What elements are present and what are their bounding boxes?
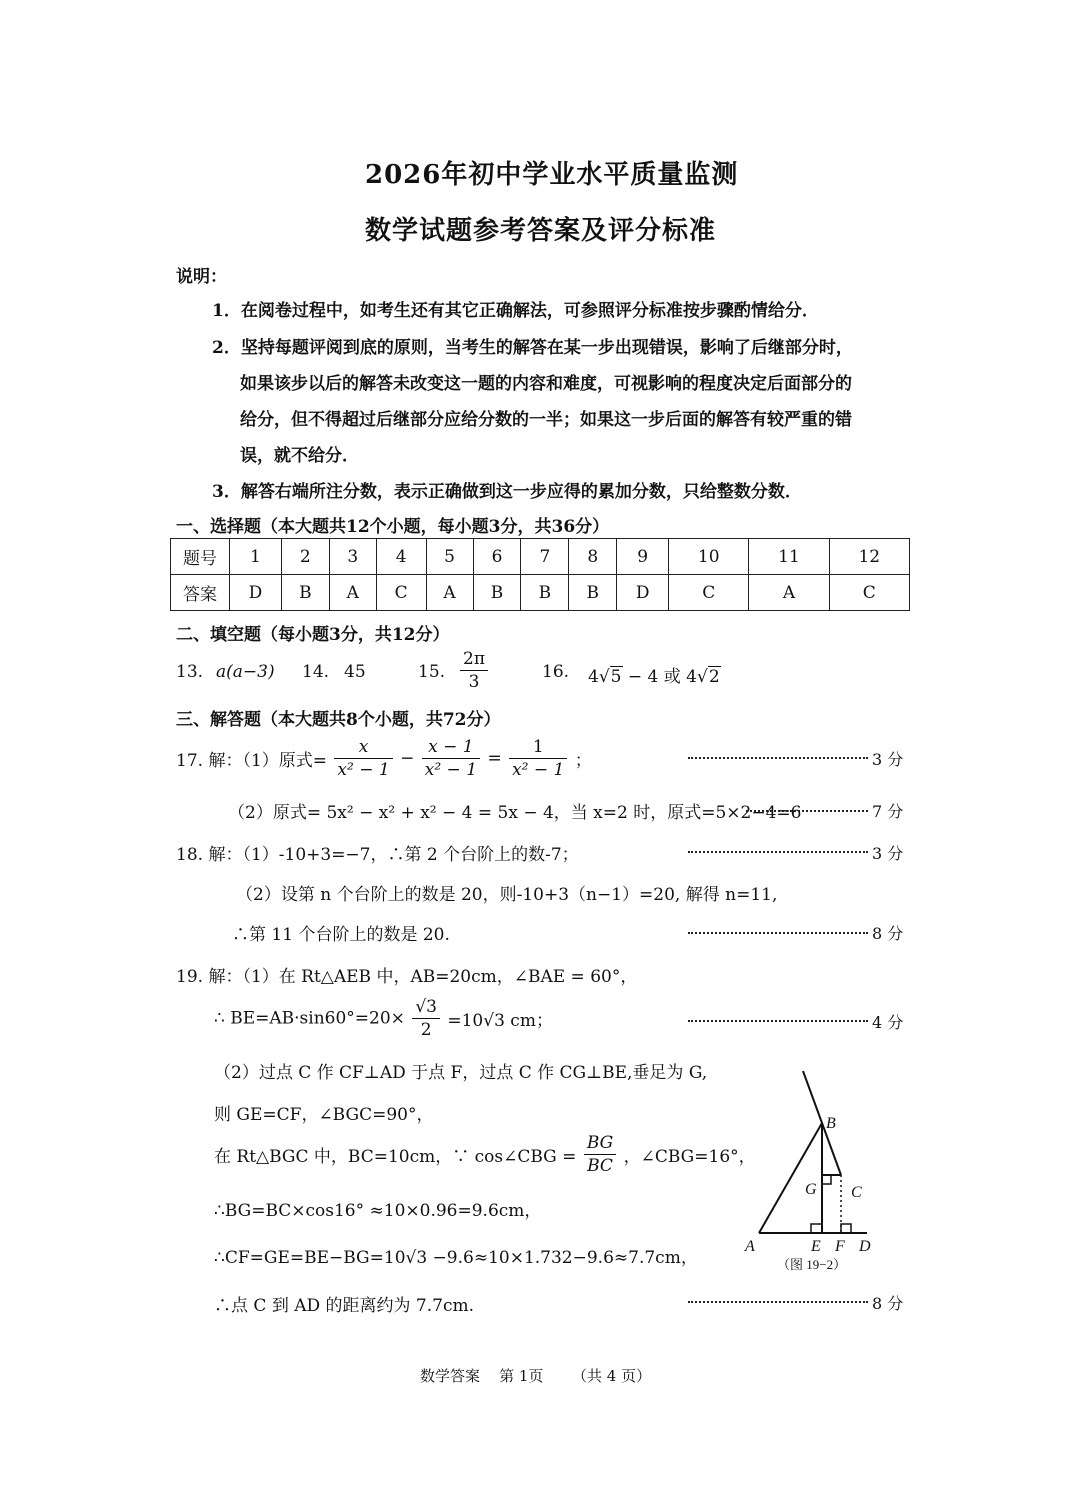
q17-part-2: （2）原式= 5x² − x² + x² − 4 = 5x − 4，当 x=2 时，原式=5×2−4=6 xyxy=(228,803,802,823)
table-row-label: 答案 xyxy=(171,575,230,611)
q19-numerator: √3 xyxy=(412,996,440,1019)
label-g: G xyxy=(805,1181,817,1198)
table-cell: 10 xyxy=(669,539,749,575)
score-leader xyxy=(746,810,868,812)
page-footer: 数学答案 第 1页 （共 4 页） xyxy=(420,1367,652,1385)
q19-cos-numerator: BG xyxy=(584,1132,616,1155)
q19-cos-angle: ，∠CBG=16°， xyxy=(623,1147,756,1167)
label-d: D xyxy=(859,1238,871,1255)
table-cell: A xyxy=(749,575,829,611)
table-cell: B xyxy=(281,575,329,611)
label-f: F xyxy=(835,1238,845,1255)
right-angle-g xyxy=(822,1175,831,1184)
q17-f1-denominator: x² − 1 xyxy=(337,760,390,780)
table-row-label: 题号 xyxy=(171,539,230,575)
q16-part-a: 4 xyxy=(588,667,599,687)
section-2-heading: 二、填空题（每小题3分，共12分） xyxy=(176,625,450,645)
q17-equals: = xyxy=(487,748,502,769)
q14-answer: 45 xyxy=(344,662,366,682)
line-ab xyxy=(759,1123,822,1233)
q17-score-1: 3 分 xyxy=(872,750,904,769)
note-1: 1．在阅卷过程中，如考生还有其它正确解法，可参照评分标准按步骤酌情给分． xyxy=(212,301,819,321)
section-3-heading: 三、解答题（本大题共8个小题，共72分） xyxy=(176,710,501,730)
q15-answer xyxy=(458,648,490,693)
q17-f1-numerator: x xyxy=(334,736,392,759)
table-cell: B xyxy=(473,575,521,611)
q19-line-5 xyxy=(214,1132,756,1177)
q17-f3-numerator: 1 xyxy=(509,736,567,759)
right-angle-f xyxy=(841,1224,851,1233)
q19-score-1: 4 分 xyxy=(872,1013,904,1032)
q15-number: 15. xyxy=(418,662,446,682)
figure-19-2 xyxy=(735,1065,885,1275)
table-cell: B xyxy=(569,575,617,611)
answer-table xyxy=(170,538,910,611)
q15-numerator: 2π xyxy=(460,648,488,671)
q18-part-2: （2）设第 n 个台阶上的数是 20，则-10+3（n−1）=20, 解得 n=11, xyxy=(236,885,778,905)
table-row-numbers xyxy=(171,539,910,575)
q19-line-3: （2）过点 C 作 CF⊥AD 于点 F，过点 C 作 CG⊥BE,垂足为 G, xyxy=(214,1063,708,1083)
q17-prefix: 17. 解：（1）原式= xyxy=(176,751,327,771)
label-b: B xyxy=(826,1115,836,1132)
q19-cos-expr: 在 Rt△BGC 中，BC=10cm，∵ cos∠CBG = xyxy=(214,1147,577,1167)
q13-answer: a(a−3) xyxy=(216,662,275,682)
score-leader xyxy=(688,1020,868,1022)
q19-line-2 xyxy=(214,996,553,1041)
table-cell: 7 xyxy=(521,539,569,575)
q19-line-1: 19. 解：（1）在 Rt△AEB 中，AB=20cm，∠BAE = 60°， xyxy=(176,967,638,987)
q19-be-result: =10√3 cm； xyxy=(447,1011,553,1031)
label-e: E xyxy=(811,1238,821,1255)
table-cell: 6 xyxy=(473,539,521,575)
q14-number: 14. xyxy=(302,662,330,682)
score-leader xyxy=(688,1301,868,1303)
page-title: 2026年初中学业水平质量监测 xyxy=(365,160,739,190)
q16-number: 16. xyxy=(542,662,570,682)
q17-f2-denominator: x² − 1 xyxy=(424,760,478,780)
table-cell: 4 xyxy=(376,539,426,575)
q17-f3-denominator: x² − 1 xyxy=(512,760,565,780)
score-leader xyxy=(688,932,868,934)
q19-fraction xyxy=(412,996,440,1041)
table-cell: A xyxy=(329,575,376,611)
table-cell: 12 xyxy=(829,539,909,575)
q17-score-2: 7 分 xyxy=(872,802,904,821)
table-cell: D xyxy=(230,575,282,611)
table-cell: 3 xyxy=(329,539,376,575)
table-cell: 8 xyxy=(569,539,617,575)
q19-line-7: ∴CF=GE=BE−BG=10√3 −9.6≈10×1.732−9.6≈7.7cm， xyxy=(214,1248,698,1268)
q17-f2-numerator: x − 1 xyxy=(422,736,480,759)
note-3: 3．解答右端所注分数，表示正确做到这一步应得的累加分数，只给整数分数． xyxy=(212,482,802,502)
q19-score-2: 8 分 xyxy=(872,1294,904,1313)
q19-line-6: ∴BG=BC×cos16° ≈10×0.96=9.6cm， xyxy=(214,1201,542,1221)
note-2-line-1: 2．坚持每题评阅到底的原则，当考生的解答在某一步出现错误，影响了后继部分时， xyxy=(212,338,853,358)
note-2-line-2: 如果该步以后的解答未改变这一题的内容和难度，可视影响的程度决定后面部分的 xyxy=(240,374,852,394)
table-cell: 2 xyxy=(281,539,329,575)
q18-part-1: 18. 解：（1）-10+3=−7，∴第 2 个台阶上的数-7； xyxy=(176,845,579,865)
q18-part-3: ∴第 11 个台阶上的数是 20. xyxy=(232,925,450,945)
q18-score-2: 8 分 xyxy=(872,924,904,943)
q16-part-c: − 4 或 4 xyxy=(622,667,697,687)
score-leader xyxy=(688,757,868,759)
q15-fraction xyxy=(460,648,488,693)
q17-fraction-1 xyxy=(334,736,392,781)
q19-line-8: ∴点 C 到 AD 的距离约为 7.7cm. xyxy=(214,1296,475,1316)
notes-heading: 说明： xyxy=(176,267,227,287)
table-cell: B xyxy=(521,575,569,611)
sqrt-icon: √ xyxy=(598,667,610,687)
table-cell: 1 xyxy=(230,539,282,575)
page-subtitle: 数学试题参考答案及评分标准 xyxy=(365,216,717,246)
q17-semicolon: ； xyxy=(574,751,592,771)
q19-denominator: 2 xyxy=(420,1020,432,1040)
q19-be-expr: ∴ BE=AB·sin60°=20× xyxy=(214,1008,405,1029)
q19-cos-denominator: BC xyxy=(587,1156,613,1176)
sqrt-icon: √ xyxy=(697,667,708,687)
q17-fraction-3 xyxy=(509,736,567,781)
table-cell: C xyxy=(376,575,426,611)
score-leader xyxy=(688,851,868,853)
right-angle-e xyxy=(811,1224,822,1233)
table-cell: 5 xyxy=(426,539,473,575)
table-cell: A xyxy=(426,575,473,611)
q16-radicand-b: 2 xyxy=(708,667,720,687)
q16-answer xyxy=(588,662,721,687)
label-c: C xyxy=(851,1184,862,1201)
table-row-answers xyxy=(171,575,910,611)
section-1-heading: 一、选择题（本大题共12个小题，每小题3分，共36分） xyxy=(176,517,610,537)
figure-caption: （图 19−2） xyxy=(777,1257,847,1272)
q16-radicand-a: 5 xyxy=(610,667,622,687)
q13-number: 13. xyxy=(176,662,204,682)
table-cell: 11 xyxy=(749,539,829,575)
q19-line-4: 则 GE=CF，∠BGC=90°， xyxy=(214,1105,434,1125)
table-cell: D xyxy=(617,575,669,611)
table-cell: 9 xyxy=(617,539,669,575)
q15-denominator: 3 xyxy=(468,672,480,692)
table-cell: C xyxy=(829,575,909,611)
q18-score-1: 3 分 xyxy=(872,844,904,863)
q17-part-1 xyxy=(176,736,592,781)
q19-cos-fraction xyxy=(584,1132,616,1177)
note-2-line-3: 给分，但不得超过后继部分应给分数的一半；如果这一步后面的解答有较严重的错 xyxy=(240,410,852,430)
label-a: A xyxy=(745,1238,755,1255)
q17-fraction-2 xyxy=(422,736,480,781)
table-cell: C xyxy=(669,575,749,611)
q17-minus: − xyxy=(400,748,415,769)
note-2-line-4: 误，就不给分． xyxy=(240,446,359,466)
